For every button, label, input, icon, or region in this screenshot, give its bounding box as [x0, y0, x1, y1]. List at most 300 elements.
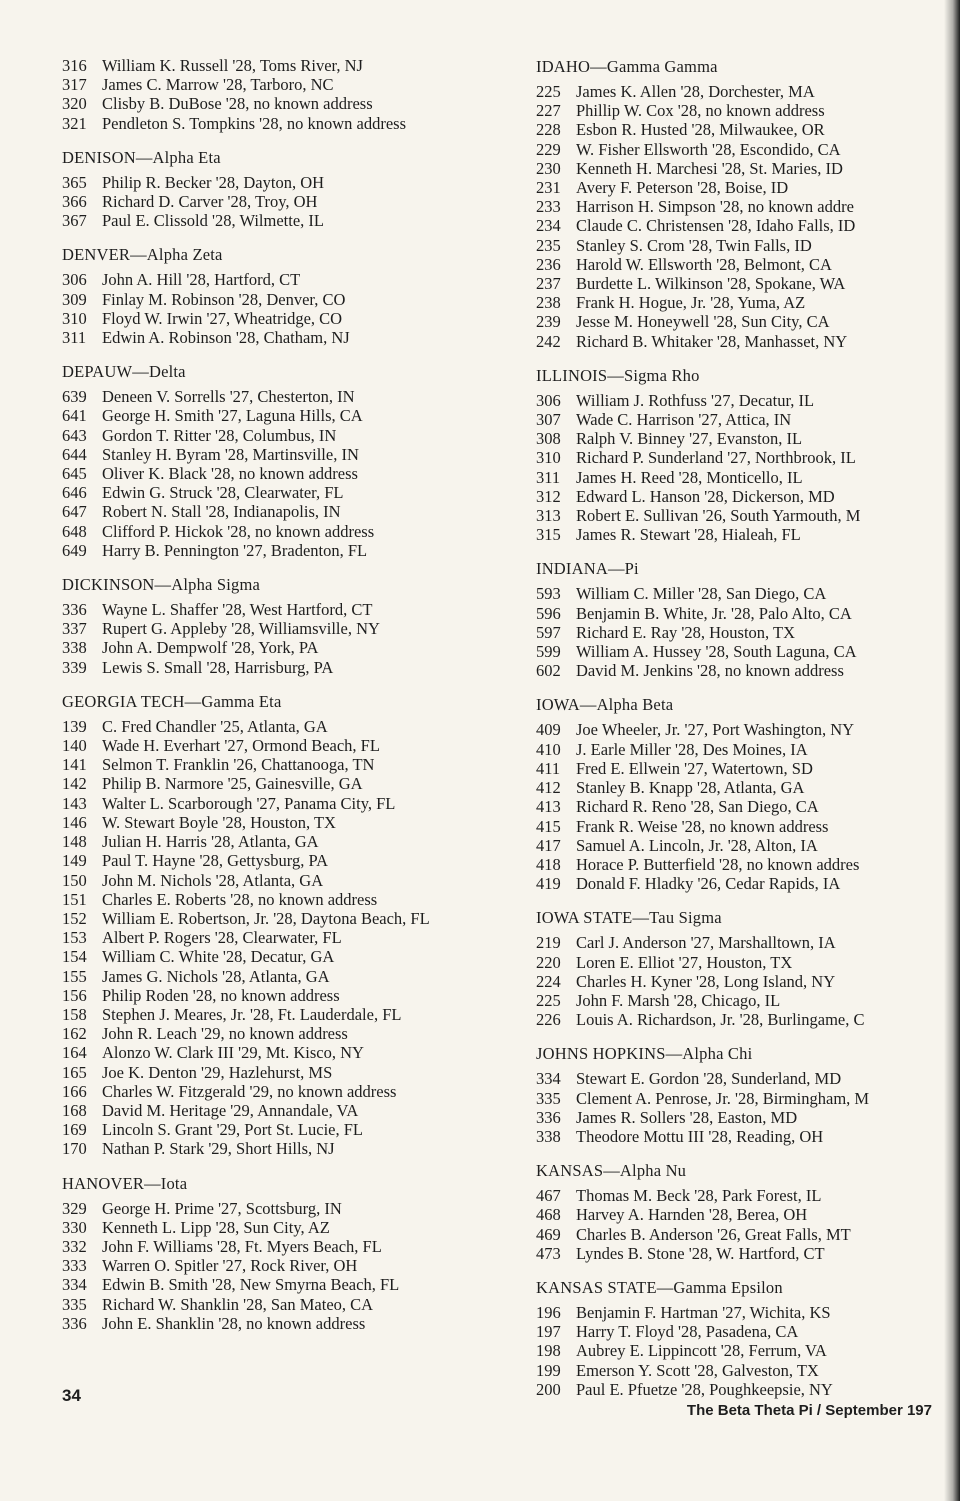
- roster-number: 336: [536, 1107, 561, 1127]
- member-name-class-location: John E. Shanklin '28, no known address: [102, 1313, 366, 1333]
- roster-entry: [62, 600, 502, 619]
- chapter-heading: HANOVER—Iota: [62, 1173, 188, 1193]
- roster-entry: [536, 1069, 946, 1088]
- member-name-class-location: W. Stewart Boyle '28, Houston, TX: [102, 812, 336, 832]
- member-name-class-location: Joe K. Denton '29, Hazlehurst, MS: [102, 1062, 333, 1082]
- roster-entry: [62, 1314, 502, 1333]
- member-name-class-location: Kenneth L. Lipp '28, Sun City, AZ: [102, 1217, 330, 1237]
- roster-number: 143: [62, 793, 87, 813]
- roster-number: 220: [536, 952, 561, 972]
- member-name-class-location: Julian H. Harris '28, Atlanta, GA: [102, 832, 319, 852]
- roster-entry: [62, 1063, 502, 1082]
- roster-entry: [536, 525, 946, 544]
- roster-entry: [536, 1089, 946, 1108]
- member-name-class-location: Paul E. Clissold '28, Wilmette, IL: [102, 211, 324, 231]
- member-name-class-location: William C. Miller '28, San Diego, CA: [576, 584, 827, 604]
- member-name-class-location: William J. Rothfuss '27, Decatur, IL: [576, 390, 815, 410]
- roster-entry: [62, 890, 502, 909]
- roster-number: 473: [536, 1243, 561, 1263]
- roster-number: 226: [536, 1010, 561, 1030]
- right-column: [536, 56, 946, 1413]
- roster-number: 154: [62, 947, 87, 967]
- roster-number: 307: [536, 410, 561, 430]
- member-name-class-location: Harry B. Pennington '27, Bradenton, FL: [102, 540, 368, 560]
- member-name-class-location: William K. Russell '28, Toms River, NJ: [102, 56, 363, 75]
- roster-entry: [62, 464, 502, 483]
- roster-number: 230: [536, 158, 561, 178]
- roster-number: 467: [536, 1186, 561, 1206]
- roster-number: 148: [62, 832, 87, 852]
- chapter-section: [536, 56, 946, 351]
- roster-number: 233: [536, 197, 561, 217]
- roster-entry: [62, 522, 502, 541]
- roster-entry: [536, 623, 946, 642]
- roster-number: 337: [62, 619, 87, 639]
- chapter-heading: JOHNS HOPKINS—Alpha Chi: [536, 1044, 753, 1064]
- roster-entry: [536, 487, 946, 506]
- roster-entry: [536, 1303, 946, 1322]
- roster-number: 227: [536, 101, 561, 121]
- roster-number: 469: [536, 1224, 561, 1244]
- chapter-section: [62, 574, 502, 677]
- roster-entry: [62, 426, 502, 445]
- roster-number: 164: [62, 1043, 87, 1063]
- roster-number: 336: [62, 600, 87, 620]
- member-name-class-location: George H. Prime '27, Scottsburg, IN: [102, 1198, 342, 1218]
- member-name-class-location: Avery F. Peterson '28, Boise, ID: [576, 178, 789, 198]
- roster-entry: [62, 541, 502, 560]
- member-name-class-location: Richard W. Shanklin '28, San Mateo, CA: [102, 1294, 374, 1314]
- member-name-class-location: Joe Wheeler, Jr. '27, Port Washington, NY: [576, 720, 855, 740]
- roster-entry: [536, 312, 946, 331]
- roster-entry: [62, 387, 502, 406]
- member-name-class-location: Philip R. Becker '28, Dayton, OH: [102, 172, 325, 192]
- roster-number: 468: [536, 1205, 561, 1225]
- roster-entry: [536, 953, 946, 972]
- roster-number: 139: [62, 716, 87, 736]
- roster-entry: [62, 755, 502, 774]
- roster-entry: [536, 661, 946, 680]
- roster-number: 308: [536, 429, 561, 449]
- roster-entry: [62, 871, 502, 890]
- roster-entry: [536, 506, 946, 525]
- roster-number: 170: [62, 1139, 87, 1159]
- roster-number: 317: [62, 75, 87, 95]
- roster-number: 418: [536, 854, 561, 874]
- member-name-class-location: James G. Nichols '28, Atlanta, GA: [102, 966, 330, 986]
- chapter-section: [536, 558, 946, 680]
- member-name-class-location: Phillip W. Cox '28, no known address: [576, 101, 825, 121]
- chapter-section: [536, 1160, 946, 1263]
- member-name-class-location: Gordon T. Ritter '28, Columbus, IN: [102, 425, 337, 445]
- member-name-class-location: Louis A. Richardson, Jr. '28, Burlingame, C: [576, 1010, 865, 1030]
- chapter-heading: IOWA—Alpha Beta: [536, 695, 674, 715]
- member-name-class-location: Stephen J. Meares, Jr. '28, Ft. Lauderdale, FL: [102, 1004, 402, 1024]
- member-name-class-location: William A. Hussey '28, South Laguna, CA: [576, 642, 857, 662]
- roster-entry: [536, 1186, 946, 1205]
- roster-number: 333: [62, 1256, 87, 1276]
- member-name-class-location: Lincoln S. Grant '29, Port St. Lucie, FL: [102, 1120, 363, 1140]
- roster-number: 332: [62, 1236, 87, 1256]
- roster-entry: [62, 619, 502, 638]
- roster-entry: [62, 1024, 502, 1043]
- member-name-class-location: Stanley S. Crom '28, Twin Falls, ID: [576, 235, 812, 255]
- member-name-class-location: Albert P. Rogers '28, Clearwater, FL: [102, 928, 342, 948]
- member-name-class-location: Charles H. Kyner '28, Long Island, NY: [576, 971, 836, 991]
- member-name-class-location: Lewis S. Small '28, Harrisburg, PA: [102, 657, 334, 677]
- roster-number: 334: [62, 1275, 87, 1295]
- member-name-class-location: Philip Roden '28, no known address: [102, 985, 340, 1005]
- member-name-class-location: Richard P. Sunderland '27, Northbrook, IL: [576, 448, 856, 468]
- member-name-class-location: Edwin B. Smith '28, New Smyrna Beach, FL: [102, 1275, 400, 1295]
- roster-number: 225: [536, 990, 561, 1010]
- roster-number: 315: [536, 525, 561, 545]
- member-name-class-location: Wade H. Everhart '27, Ormond Beach, FL: [102, 736, 380, 756]
- roster-entry: [536, 817, 946, 836]
- member-name-class-location: Richard B. Whitaker '28, Manhasset, NY: [576, 331, 848, 351]
- page-number: 34: [62, 1386, 81, 1405]
- roster-entry: [62, 813, 502, 832]
- roster-number: 311: [62, 328, 87, 348]
- member-name-class-location: Edwin A. Robinson '28, Chatham, NJ: [102, 328, 350, 348]
- roster-entry: [62, 717, 502, 736]
- roster-entry: [536, 797, 946, 816]
- member-name-class-location: Wayne L. Shaffer '28, West Hartford, CT: [102, 600, 373, 620]
- chapter-section: [62, 1173, 502, 1333]
- roster-entry: [62, 794, 502, 813]
- roster-entry: [62, 909, 502, 928]
- roster-number: 312: [536, 486, 561, 506]
- member-name-class-location: Rupert G. Appleby '28, Williamsville, NY: [102, 619, 380, 639]
- roster-number: 412: [536, 778, 561, 798]
- roster-entry: [536, 274, 946, 293]
- roster-entry: [536, 584, 946, 603]
- member-name-class-location: Donald F. Hladky '26, Cedar Rapids, IA: [576, 874, 841, 894]
- chapter-section: [62, 361, 502, 560]
- member-name-class-location: Carl J. Anderson '27, Marshalltown, IA: [576, 933, 836, 953]
- roster-entry: [62, 638, 502, 657]
- roster-entry: [62, 56, 502, 75]
- roster-number: 169: [62, 1120, 87, 1140]
- roster-entry: [536, 836, 946, 855]
- roster-number: 309: [62, 289, 87, 309]
- chapter-heading: ILLINOIS—Sigma Rho: [536, 365, 700, 385]
- roster-entry: [62, 832, 502, 851]
- roster-number: 311: [536, 467, 561, 487]
- roster-entry: [536, 140, 946, 159]
- chapter-section: [536, 365, 946, 545]
- roster-entry: [536, 874, 946, 893]
- member-name-class-location: Deneen V. Sorrells '27, Chesterton, IN: [102, 387, 355, 407]
- member-name-class-location: Lyndes B. Stone '28, W. Hartford, CT: [576, 1243, 825, 1263]
- chapter-heading: KANSAS—Alpha Nu: [536, 1161, 687, 1181]
- roster-number: 228: [536, 120, 561, 140]
- chapter-section: [536, 1043, 946, 1146]
- chapter-heading: INDIANA—Pi: [536, 559, 639, 579]
- roster-number: 239: [536, 312, 561, 332]
- member-name-class-location: Warren O. Spitler '27, Rock River, OH: [102, 1256, 358, 1276]
- member-name-class-location: Robert N. Stall '28, Indianapolis, IN: [102, 502, 341, 522]
- roster-number: 593: [536, 584, 561, 604]
- member-name-class-location: Harrison H. Simpson '28, no known addre: [576, 197, 854, 217]
- roster-number: 229: [536, 139, 561, 159]
- roster-number: 413: [536, 797, 561, 817]
- roster-entry: [536, 120, 946, 139]
- roster-entry: [62, 328, 502, 347]
- roster-number: 602: [536, 661, 561, 681]
- roster-entry: [536, 1322, 946, 1341]
- chapter-heading: DICKINSON—Alpha Sigma: [62, 575, 261, 595]
- member-name-class-location: Charles B. Anderson '26, Great Falls, MT: [576, 1224, 851, 1244]
- member-name-class-location: Clisby B. DuBose '28, no known address: [102, 94, 373, 114]
- member-name-class-location: J. Earle Miller '28, Des Moines, IA: [576, 739, 808, 759]
- roster-number: 645: [62, 464, 87, 484]
- roster-entry: [62, 502, 502, 521]
- roster-entry: [536, 236, 946, 255]
- chapter-section: [536, 907, 946, 1029]
- member-name-class-location: William C. White '28, Decatur, GA: [102, 947, 335, 967]
- roster-number: 410: [536, 739, 561, 759]
- member-name-class-location: Oliver K. Black '28, no known address: [102, 464, 358, 484]
- roster-entry: [62, 483, 502, 502]
- chapter-heading: IDAHO—Gamma Gamma: [536, 57, 718, 76]
- roster-entry: [536, 972, 946, 991]
- member-name-class-location: Kenneth H. Marchesi '28, St. Maries, ID: [576, 158, 843, 178]
- member-name-class-location: John R. Leach '29, no known address: [102, 1024, 348, 1044]
- roster-entry: [62, 114, 502, 133]
- roster-entry: [536, 1380, 946, 1399]
- member-name-class-location: Jesse M. Honeywell '28, Sun City, CA: [576, 312, 830, 332]
- member-name-class-location: Charles E. Roberts '28, no known address: [102, 889, 378, 909]
- roster-entry: [536, 429, 946, 448]
- member-name-class-location: James H. Reed '28, Monticello, IL: [576, 467, 803, 487]
- roster-entry: [62, 211, 502, 230]
- roster-number: 198: [536, 1341, 561, 1361]
- roster-entry: [62, 1237, 502, 1256]
- roster-number: 597: [536, 622, 561, 642]
- member-name-class-location: Ralph V. Binney '27, Evanston, IL: [576, 429, 803, 449]
- roster-number: 646: [62, 483, 87, 503]
- member-name-class-location: James K. Allen '28, Dorchester, MA: [576, 82, 815, 101]
- roster-entry: [536, 391, 946, 410]
- member-name-class-location: William E. Robertson, Jr. '28, Daytona Beach, FL: [102, 908, 430, 928]
- roster-number: 200: [536, 1379, 561, 1399]
- roster-number: 165: [62, 1062, 87, 1082]
- roster-entry: [536, 933, 946, 952]
- roster-entry: [536, 740, 946, 759]
- roster-entry: [62, 658, 502, 677]
- member-name-class-location: C. Fred Chandler '25, Atlanta, GA: [102, 716, 328, 736]
- member-name-class-location: Aubrey E. Lippincott '28, Ferrum, VA: [576, 1341, 827, 1361]
- roster-entry: [62, 1139, 502, 1158]
- roster-number: 643: [62, 425, 87, 445]
- roster-number: 411: [536, 758, 561, 778]
- roster-entry: [62, 967, 502, 986]
- chapter-section: [62, 147, 502, 231]
- roster-number: 336: [62, 1313, 87, 1333]
- roster-number: 367: [62, 211, 87, 231]
- member-name-class-location: Stanley H. Byram '28, Martinsville, IN: [102, 444, 359, 464]
- roster-entry: [62, 290, 502, 309]
- member-name-class-location: John A. Hill '28, Hartford, CT: [102, 270, 301, 290]
- roster-number: 219: [536, 933, 561, 953]
- roster-number: 329: [62, 1198, 87, 1218]
- page-binding-edge: [944, 0, 960, 1501]
- member-name-class-location: Harry T. Floyd '28, Pasadena, CA: [576, 1322, 799, 1342]
- roster-number: 365: [62, 172, 87, 192]
- roster-number: 156: [62, 985, 87, 1005]
- member-name-class-location: Stewart E. Gordon '28, Sunderland, MD: [576, 1069, 842, 1089]
- roster-entry: [536, 720, 946, 739]
- roster-number: 320: [62, 94, 87, 114]
- roster-entry: [62, 1199, 502, 1218]
- roster-number: 419: [536, 874, 561, 894]
- roster-number: 199: [536, 1360, 561, 1380]
- member-name-class-location: David M. Heritage '29, Annandale, VA: [102, 1100, 359, 1120]
- member-name-class-location: Walter L. Scarborough '27, Panama City, FL: [102, 793, 396, 813]
- roster-entry: [536, 1205, 946, 1224]
- roster-entry: [62, 270, 502, 289]
- roster-number: 316: [62, 56, 87, 75]
- roster-entry: [536, 159, 946, 178]
- member-name-class-location: Edwin G. Struck '28, Clearwater, FL: [102, 483, 344, 503]
- roster-number: 146: [62, 812, 87, 832]
- roster-number: 225: [536, 82, 561, 101]
- chapter-section: [62, 244, 502, 347]
- member-name-class-location: Esbon R. Husted '28, Milwaukee, OR: [576, 120, 825, 140]
- roster-entry: [536, 332, 946, 351]
- roster-entry: [536, 778, 946, 797]
- roster-number: 153: [62, 928, 87, 948]
- member-name-class-location: Loren E. Elliot '27, Houston, TX: [576, 952, 793, 972]
- roster-entry: [536, 604, 946, 623]
- member-name-class-location: Richard E. Ray '28, Houston, TX: [576, 622, 795, 642]
- roster-entry: [536, 101, 946, 120]
- member-name-class-location: David M. Jenkins '28, no known address: [576, 661, 844, 681]
- member-name-class-location: Wade C. Harrison '27, Attica, IN: [576, 410, 792, 430]
- member-name-class-location: Paul E. Pfuetze '28, Poughkeepsie, NY: [576, 1379, 833, 1399]
- member-name-class-location: Richard D. Carver '28, Troy, OH: [102, 192, 318, 212]
- roster-number: 234: [536, 216, 561, 236]
- chapter-section: [62, 691, 502, 1159]
- chapter-heading: DENISON—Alpha Eta: [62, 147, 221, 167]
- roster-number: 321: [62, 113, 87, 133]
- roster-entry: [536, 216, 946, 235]
- roster-number: 140: [62, 736, 87, 756]
- roster-entry: [536, 1108, 946, 1127]
- roster-entry: [62, 1043, 502, 1062]
- member-name-class-location: Richard R. Reno '28, San Diego, CA: [576, 797, 819, 817]
- member-name-class-location: Paul T. Hayne '28, Gettysburg, PA: [102, 851, 329, 871]
- member-name-class-location: Claude C. Christensen '28, Idaho Falls, ID: [576, 216, 856, 236]
- roster-entry: [62, 928, 502, 947]
- roster-number: 306: [536, 390, 561, 410]
- roster-entry: [62, 736, 502, 755]
- member-name-class-location: Nathan P. Stark '29, Short Hills, NJ: [102, 1139, 335, 1159]
- member-name-class-location: Harvey A. Harnden '28, Berea, OH: [576, 1205, 808, 1225]
- roster-number: 417: [536, 835, 561, 855]
- member-name-class-location: Horace P. Butterfield '28, no known addres: [576, 854, 860, 874]
- member-name-class-location: John M. Nichols '28, Atlanta, GA: [102, 870, 324, 890]
- roster-entry: [536, 293, 946, 312]
- roster-entry: [62, 1256, 502, 1275]
- member-name-class-location: Finlay M. Robinson '28, Denver, CO: [102, 289, 346, 309]
- roster-entry: [536, 1341, 946, 1360]
- member-name-class-location: James R. Stewart '28, Hialeah, FL: [576, 525, 801, 545]
- member-name-class-location: Emerson Y. Scott '28, Galveston, TX: [576, 1360, 819, 1380]
- member-name-class-location: Philip B. Narmore '25, Gainesville, GA: [102, 774, 363, 794]
- roster-number: 166: [62, 1081, 87, 1101]
- member-name-class-location: Pendleton S. Tompkins '28, no known address: [102, 113, 407, 133]
- roster-entry: [536, 1010, 946, 1029]
- roster-number: 151: [62, 889, 87, 909]
- chapter-heading: DENVER—Alpha Zeta: [62, 245, 223, 265]
- roster-number: 648: [62, 521, 87, 541]
- roster-number: 155: [62, 966, 87, 986]
- roster-number: 235: [536, 235, 561, 255]
- member-name-class-location: Floyd W. Irwin '27, Wheatridge, CO: [102, 308, 343, 328]
- roster-entry: [62, 1005, 502, 1024]
- roster-entry: [62, 309, 502, 328]
- roster-number: 306: [62, 270, 87, 290]
- roster-number: 224: [536, 971, 561, 991]
- roster-entry: [536, 1244, 946, 1263]
- roster-entry: [62, 406, 502, 425]
- roster-number: 596: [536, 603, 561, 623]
- roster-number: 197: [536, 1322, 561, 1342]
- member-name-class-location: Frank H. Hogue, Jr. '28, Yuma, AZ: [576, 293, 806, 313]
- member-name-class-location: Charles W. Fitzgerald '29, no known address: [102, 1081, 397, 1101]
- roster-number: 334: [536, 1069, 561, 1089]
- roster-entry: [536, 991, 946, 1010]
- roster-number: 141: [62, 755, 87, 775]
- chapter-section: [62, 56, 502, 133]
- chapter-heading: IOWA STATE—Tau Sigma: [536, 908, 722, 928]
- roster-entry: [536, 448, 946, 467]
- roster-number: 313: [536, 506, 561, 526]
- chapter-section: [536, 694, 946, 893]
- roster-entry: [62, 94, 502, 113]
- roster-number: 238: [536, 293, 561, 313]
- roster-number: 644: [62, 444, 87, 464]
- roster-number: 310: [62, 308, 87, 328]
- member-name-class-location: James R. Sollers '28, Easton, MD: [576, 1107, 798, 1127]
- roster-entry: [62, 1275, 502, 1294]
- member-name-class-location: Fred E. Ellwein '27, Watertown, SD: [576, 758, 813, 778]
- roster-entry: [536, 1225, 946, 1244]
- roster-entry: [536, 82, 946, 101]
- roster-number: 415: [536, 816, 561, 836]
- member-name-class-location: Theodore Mottu III '28, Reading, OH: [576, 1126, 824, 1146]
- roster-number: 158: [62, 1004, 87, 1024]
- roster-entry: [62, 1295, 502, 1314]
- roster-entry: [536, 1361, 946, 1380]
- roster-entry: [536, 855, 946, 874]
- member-name-class-location: James C. Marrow '28, Tarboro, NC: [102, 75, 334, 95]
- roster-entry: [62, 1082, 502, 1101]
- roster-number: 409: [536, 720, 561, 740]
- member-name-class-location: John F. Williams '28, Ft. Myers Beach, FL: [102, 1236, 382, 1256]
- left-column: [62, 56, 502, 1347]
- member-name-class-location: Benjamin B. White, Jr. '28, Palo Alto, CA: [576, 603, 852, 623]
- member-name-class-location: Stanley B. Knapp '28, Atlanta, GA: [576, 778, 805, 798]
- roster-number: 168: [62, 1100, 87, 1120]
- roster-number: 310: [536, 448, 561, 468]
- roster-entry: [536, 468, 946, 487]
- chapter-heading: KANSAS STATE—Gamma Epsilon: [536, 1277, 783, 1297]
- roster-number: 231: [536, 178, 561, 198]
- roster-entry: [536, 410, 946, 429]
